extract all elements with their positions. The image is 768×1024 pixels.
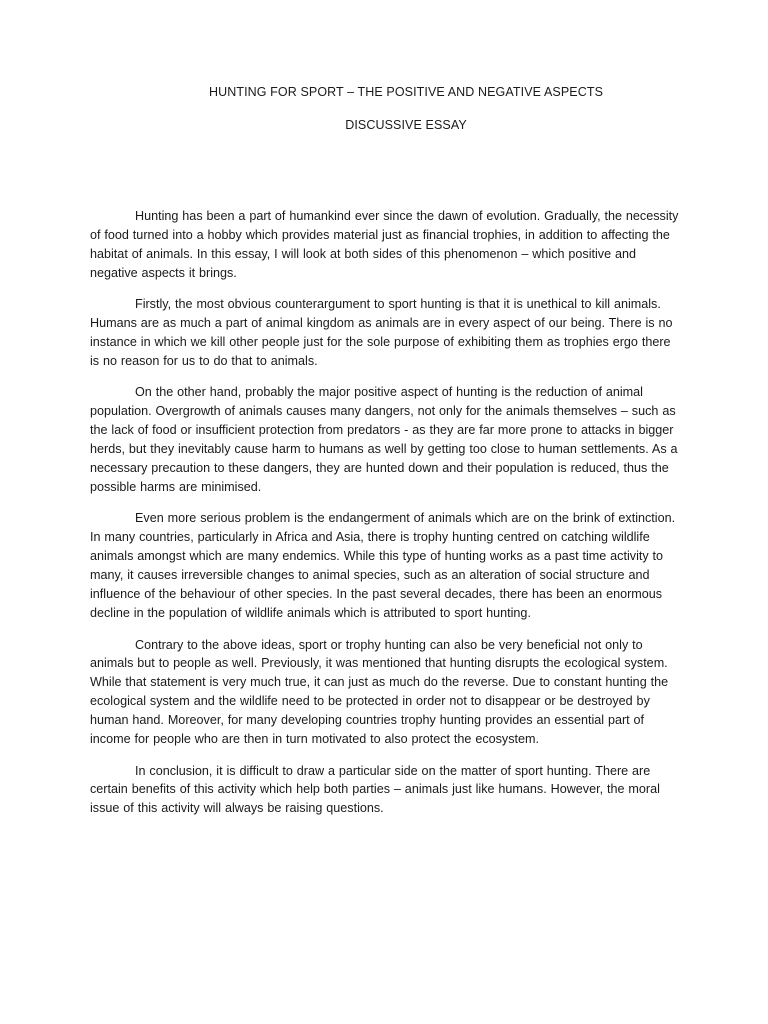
essay-subtitle: DISCUSSIVE ESSAY — [345, 118, 467, 132]
paragraph-population-control: On the other hand, probably the major positive aspect of hunting is the reduction of animal population. Overgrowth of animals causes many dangers, not only for the animals themselves – such as the lack of food or insufficient protection from predators - as they are far more prone to attacks in bigger herds, but they inevitably cause harm to humans as well by getting too close to human settlements. As a necessary precaution to these dangers, they are hunted down and their population is reduced, thus the possible harms are minimised. — [90, 385, 678, 494]
paragraph-benefits: Contrary to the above ideas, sport or trophy hunting can also be very beneficial not only to animals but to people as well. Previously, it was mentioned that hunting disrupts the ecological system. While that statement is very much true, it can just as much do the reverse. Due to constant hunting the ecological system and the wildlife need to be protected in order not to disappear or be destroyed by human hand. Moreover, for many developing countries trophy hunting provides an essential part of income for people who are then in turn motivated to also protect the ecosystem. — [90, 637, 669, 747]
essay-title: HUNTING FOR SPORT – THE POSITIVE AND NEGATIVE ASPECTS — [208, 85, 604, 99]
essay-body — [90, 207, 682, 831]
paragraph-conclusion: In conclusion, it is difficult to draw a particular side on the matter of sport hunting. There are certain benefits of this activity which help both parties – animals just like humans. However, the moral issue of this activity will always be raising questions. — [90, 763, 660, 816]
paragraph-introduction: Hunting has been a part of humankind ever since the dawn of evolution. Gradually, the necessity of food turned into a hobby which provides material just as financial trophies, in addition to affecting the habitat of animals. In this essay, I will look at both sides of this phenomenon – which positive and negative aspects it brings. — [90, 209, 679, 280]
paragraph-endangerment: Even more serious problem is the endangerment of animals which are on the brink of extinction. In many countries, particularly in Africa and Asia, there is trophy hunting centred on catching wildlife animals amongst which are many endemics. While this type of hunting works as a past time activity to many, it causes irreversible changes to animal species, such as an alteration of social structure and influence of the behaviour of other species. In the past several decades, there has been an enormous decline in the population of wildlife animals which is attributed to sport hunting. — [90, 511, 676, 620]
paragraph-ethics: Firstly, the most obvious counterargument to sport hunting is that it is unethical to kill animals. Humans are as much a part of animal kingdom as animals are in every aspect of our being. There is no instance in which we kill other people just for the sole purpose of exhibiting them as trophies ergo there is no reason for us to do that to animals. — [90, 297, 673, 368]
